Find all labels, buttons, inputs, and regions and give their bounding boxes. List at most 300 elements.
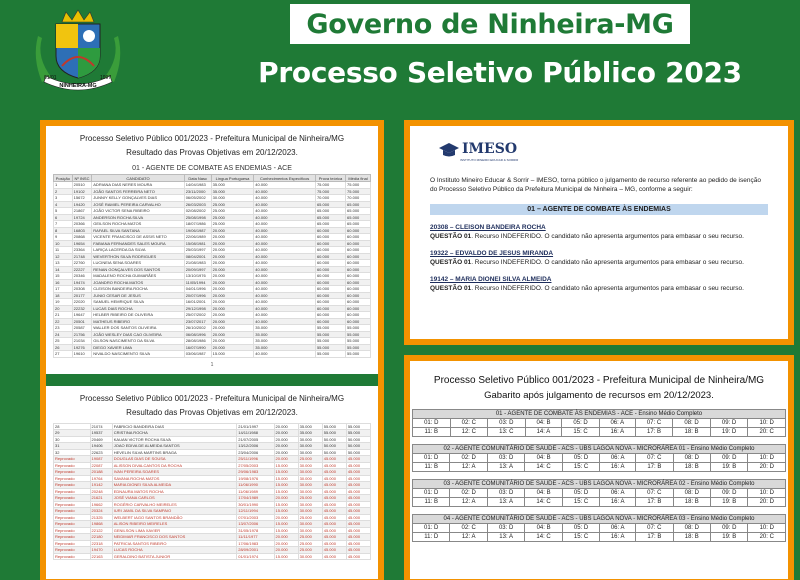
table-cell: 40.000 xyxy=(254,292,316,299)
table-cell: 14/04/1983 xyxy=(184,182,211,189)
table-row xyxy=(54,260,371,267)
table-cell: 60.000 xyxy=(346,253,371,260)
answer-cell: 02: D xyxy=(450,489,487,498)
table-cell: 15.000 xyxy=(274,521,298,528)
table-cell: 15.000 xyxy=(274,482,298,489)
table-cell: 07/01/2003 xyxy=(237,514,274,521)
column-header: Nº INSC xyxy=(72,175,92,182)
table-cell: 55.000 xyxy=(315,344,345,351)
table-cell: MARIA DIONEI SILVA ALMEIDA xyxy=(112,482,236,489)
table-cell: MATHEUS RIBEIRO xyxy=(92,318,184,325)
table-row xyxy=(54,201,371,208)
answer-cell: 04: B xyxy=(525,419,562,428)
table-cell: 60.000 xyxy=(315,247,345,254)
table-cell: 15/08/1981 xyxy=(184,240,211,247)
answer-cell: 04: B xyxy=(525,454,562,463)
page-divider xyxy=(40,374,384,386)
table-cell: 60.000 xyxy=(346,299,371,306)
table-cell: 15672 xyxy=(72,195,92,202)
table-cell: 40.000 xyxy=(254,318,316,325)
candidate-name: 19322 – EDVALDO DE JESUS MIRANDA xyxy=(430,250,554,257)
appeal-judgment-panel xyxy=(404,120,794,345)
table-cell: 40.000 xyxy=(254,260,316,267)
table-cell: 70.000 xyxy=(346,195,371,202)
table-row xyxy=(54,234,371,241)
table-row xyxy=(54,214,371,221)
table-cell: Reprovado xyxy=(54,501,91,508)
table-cell: 60.000 xyxy=(315,305,345,312)
table-cell: 23/11/2000 xyxy=(184,188,211,195)
table-cell: 20587 xyxy=(72,325,92,332)
answer-cell: 01: D xyxy=(413,419,451,428)
answer-key-table xyxy=(412,479,786,507)
table-cell: 20.000 xyxy=(211,273,254,280)
table-cell: 45.000 xyxy=(346,482,370,489)
table-cell: JOÃO WESLEY DIAS CAO OLIVEIRA xyxy=(92,331,184,338)
question-label: QUESTÃO 01 xyxy=(430,233,472,240)
table-cell: 30.000 xyxy=(298,462,322,469)
table-cell: 20.000 xyxy=(274,456,298,463)
table-cell: 45.000 xyxy=(346,521,370,528)
table-cell: 65.000 xyxy=(315,221,345,228)
table-cell: DIEGO XAVIER LIMA xyxy=(92,344,184,351)
answer-cell: 11: D xyxy=(413,533,450,542)
table-cell: 19142 xyxy=(90,482,112,489)
table-cell: GILSON NASCIMENTO DA SILVA xyxy=(92,338,184,345)
answer-cell: 17: B xyxy=(636,498,673,507)
table-cell: CLEISON BANDEIRA ROCHA xyxy=(92,286,184,293)
table-cell: 20.000 xyxy=(211,279,254,286)
table-cell: 60.000 xyxy=(315,273,345,280)
answer-row xyxy=(413,419,786,428)
table-cell: 13/12/2006 xyxy=(237,443,274,450)
table-cell: 45.000 xyxy=(346,495,370,502)
table-cell: 06/05/2002 xyxy=(184,195,211,202)
table-cell: 25.000 xyxy=(298,547,322,554)
table-cell: 5 xyxy=(54,208,73,215)
table-cell: 20.000 xyxy=(274,449,298,456)
answer-cell: 03: D xyxy=(487,489,524,498)
table-cell: 45.000 xyxy=(322,553,346,560)
table-cell: 25 xyxy=(54,338,73,345)
answer-cell: 19: B xyxy=(711,463,748,472)
section-heading: 01 – AGENTE DE COMBATE ÀS ENDEMIAS xyxy=(430,204,768,215)
table-cell: 20.000 xyxy=(274,436,298,443)
answer-cell: 11: B xyxy=(413,428,451,437)
answer-cell: 01: D xyxy=(413,489,450,498)
answer-cell: 10: D xyxy=(748,454,786,463)
table-cell: 31/05/1978 xyxy=(237,527,274,534)
table-cell: 55.000 xyxy=(346,338,371,345)
table-cell: Reprovado xyxy=(54,534,91,541)
table-cell: 29/12/1998 xyxy=(184,305,211,312)
answer-cell: 06: A xyxy=(600,524,636,533)
table-cell: 75.000 xyxy=(315,188,345,195)
table-cell: 19276 xyxy=(72,344,92,351)
table-cell: 30.000 xyxy=(298,527,322,534)
table-row xyxy=(54,182,371,189)
table-row xyxy=(54,279,371,286)
table-cell: 15.000 xyxy=(274,527,298,534)
question-label: QUESTÃO 01 xyxy=(430,259,472,266)
answer-cell: 09: D xyxy=(711,454,748,463)
table-cell: LUCINEIA SENA SOARES xyxy=(92,260,184,267)
table-cell: 20.000 xyxy=(211,253,254,260)
answer-cell: 15: C xyxy=(562,498,599,507)
table-cell: 20.000 xyxy=(211,325,254,332)
table-cell: 20469 xyxy=(90,436,112,443)
table-cell: 21/07/2005 xyxy=(237,436,274,443)
answer-key-table-title: 01 - AGENTE DE COMBATE ÀS ENDEMIAS - ACE - Ensino Médio Completo xyxy=(413,410,786,419)
table-cell: 50.000 xyxy=(346,449,370,456)
answer-cell: 17: B xyxy=(636,463,673,472)
answer-cell: 10: D xyxy=(748,489,786,498)
appeal-entry xyxy=(430,223,768,241)
column-header: Data Nasc xyxy=(184,175,211,182)
table-cell: 45.000 xyxy=(322,521,346,528)
table-cell: 65.000 xyxy=(346,214,371,221)
table-cell: FABIANA FERNANDES SALES MOURA xyxy=(92,240,184,247)
answer-cell: 09: D xyxy=(711,489,748,498)
table-cell: 21/08/1983 xyxy=(184,260,211,267)
table-cell: 20188 xyxy=(90,469,112,476)
table-cell: 45.000 xyxy=(322,462,346,469)
table-cell: 30.000 xyxy=(298,436,322,443)
answer-cell: 13: A xyxy=(487,533,524,542)
table-cell: 60.000 xyxy=(315,318,345,325)
answer-cell: 07: C xyxy=(636,489,673,498)
table-cell: 30/01/1990 xyxy=(237,501,274,508)
appeal-entry xyxy=(430,275,768,293)
table-cell: 17 xyxy=(54,286,73,293)
table-cell: 19654 xyxy=(72,240,92,247)
table-cell: 60.000 xyxy=(346,279,371,286)
table-cell: 04/01/1996 xyxy=(184,286,211,293)
table-cell: 8 xyxy=(54,227,73,234)
table-cell: 75.000 xyxy=(346,182,371,189)
table-cell: 20.000 xyxy=(211,318,254,325)
table-cell: 19537 xyxy=(90,430,112,437)
table-cell: 60.000 xyxy=(346,273,371,280)
table-cell: 40.000 xyxy=(254,182,316,189)
table-cell: Reprovado xyxy=(54,508,91,515)
table-cell: 16/07/1990 xyxy=(184,344,211,351)
table-cell: 60.000 xyxy=(315,279,345,286)
answer-row xyxy=(413,428,786,437)
table-cell: 50.000 xyxy=(346,436,370,443)
table-cell: 20.000 xyxy=(211,331,254,338)
table-cell: 30.000 xyxy=(298,488,322,495)
table-cell: 22122 xyxy=(90,527,112,534)
table-row xyxy=(54,325,371,332)
table-cell: 50.000 xyxy=(322,436,346,443)
answer-row xyxy=(413,498,786,507)
table-cell: SAVANA ROCHA MATOS xyxy=(112,475,236,482)
table-cell: 40.000 xyxy=(254,201,316,208)
table-cell: NIVALDO NASCIMENTO SILVA xyxy=(92,351,184,358)
table-cell: LUCAS ROCHA xyxy=(112,547,236,554)
table-cell: 03/06/1987 xyxy=(184,351,211,358)
table-cell: Reprovado xyxy=(54,469,91,476)
column-header: Língua Portuguesa xyxy=(211,175,254,182)
table-cell: 40.000 xyxy=(254,221,316,228)
answer-cell: 17: B xyxy=(636,533,673,542)
answer-key-table-title: 02 - AGENTE COMUNITÁRIO DE SAUDE - ACS - UBS LAGOA NOVA - MICRORÁREA 01 - Ensino Médio Completo xyxy=(413,445,786,454)
table-cell: IURI JAMIL DA SILVA SAMPAIO xyxy=(112,508,236,515)
table-cell: 20324 xyxy=(90,508,112,515)
table-cell: Reprovado xyxy=(54,456,91,463)
table-cell: Reprovado xyxy=(54,475,91,482)
table-row xyxy=(54,286,371,293)
table-cell: 65.000 xyxy=(315,214,345,221)
svg-text:01/01: 01/01 xyxy=(44,75,57,81)
table-cell: ANDERSON ROCHA SILVA xyxy=(92,214,184,221)
table-cell: 26/03/2003 xyxy=(184,201,211,208)
table-cell: 16803 xyxy=(72,227,92,234)
table-cell: 20.000 xyxy=(274,443,298,450)
table-cell: 27/05/2003 xyxy=(237,462,274,469)
table-cell: 45.000 xyxy=(346,488,370,495)
table-cell: 20868 xyxy=(72,234,92,241)
table-cell: 15.000 xyxy=(274,475,298,482)
table-cell: 40.000 xyxy=(254,208,316,215)
table-cell: 30.000 xyxy=(298,443,322,450)
table-cell: 55.000 xyxy=(322,423,346,430)
table-cell: 20.000 xyxy=(211,338,254,345)
table-cell: 24 xyxy=(54,331,73,338)
question-label: QUESTÃO 01 xyxy=(430,285,472,292)
table-cell: 22760 xyxy=(72,260,92,267)
table-cell: 29 xyxy=(54,430,91,437)
table-cell: 28 xyxy=(54,423,91,430)
table-cell: 19 xyxy=(54,299,73,306)
table-cell: 30.000 xyxy=(298,521,322,528)
answer-key-panel xyxy=(404,355,794,580)
table-cell: 40.000 xyxy=(254,188,316,195)
table-row xyxy=(54,292,371,299)
table-row xyxy=(54,253,371,260)
table-cell: JOÃO VICTOR SENA RIBEIRO xyxy=(92,208,184,215)
column-header: Posição xyxy=(54,175,73,182)
table-row xyxy=(54,344,371,351)
table-cell: 45.000 xyxy=(322,540,346,547)
table-cell: 2 xyxy=(54,188,73,195)
answer-key-subheading: Gabarito após julgamento de recursos em 20/12/2023. xyxy=(484,390,714,401)
answer-cell: 14: C xyxy=(525,498,562,507)
table-cell: 21867 xyxy=(72,208,92,215)
answer-key-table xyxy=(412,444,786,472)
table-cell: 35.000 xyxy=(254,338,316,345)
table-cell: 21074 xyxy=(90,423,112,430)
table-cell: 13/07/2006 xyxy=(237,521,274,528)
table-cell: 60.000 xyxy=(346,266,371,273)
answer-cell: 13: A xyxy=(487,463,524,472)
page-number: 1 xyxy=(210,361,214,368)
table-cell: 20 xyxy=(54,305,73,312)
answer-cell: 14: A xyxy=(525,428,562,437)
table-cell: 55.000 xyxy=(346,423,370,430)
table-cell: Reprovado xyxy=(54,527,91,534)
table-cell: 40.000 xyxy=(254,195,316,202)
answer-cell: 02: D xyxy=(450,454,487,463)
table-cell: JUNNIY KELLY GONÇALVES DIAS xyxy=(92,195,184,202)
table-cell: 45.000 xyxy=(346,514,370,521)
candidate-name: 19142 – MARIA DIONEI SILVA ALMEIDA xyxy=(430,276,552,283)
answer-key-table xyxy=(412,409,786,437)
answer-cell: 12: C xyxy=(450,428,488,437)
table-cell: 18/07/1986 xyxy=(184,221,211,228)
table-cell: 55.000 xyxy=(346,325,371,332)
answer-cell: 18: B xyxy=(673,533,710,542)
table-cell: 19/06/1987 xyxy=(184,227,211,234)
table-cell: 30.000 xyxy=(298,508,322,515)
answer-cell: 09: D xyxy=(711,524,748,533)
table-cell: 45.000 xyxy=(322,514,346,521)
table-cell: 16/01/2001 xyxy=(184,299,211,306)
table-cell: 40.000 xyxy=(254,286,316,293)
table-cell: 15 xyxy=(54,273,73,280)
answer-cell: 15: C xyxy=(562,428,600,437)
answer-cell: 13: A xyxy=(487,498,524,507)
table-cell: 21756 xyxy=(72,331,92,338)
table-cell: GEILSON ROCHA MATOS xyxy=(92,221,184,228)
table-cell: 40.000 xyxy=(254,253,316,260)
table-cell: 45.000 xyxy=(346,456,370,463)
table-cell: 08/04/2001 xyxy=(184,253,211,260)
table-row xyxy=(54,553,371,560)
table-cell: 30.000 xyxy=(298,469,322,476)
table-cell: 45.000 xyxy=(322,469,346,476)
answer-cell: 01: D xyxy=(413,454,450,463)
table-cell: 12/11/1994 xyxy=(237,508,274,515)
table-cell: 40.000 xyxy=(254,266,316,273)
table-cell: 60.000 xyxy=(346,286,371,293)
table-cell: JOAO EDIVA DE ALMEIDA SANTOS xyxy=(112,443,236,450)
table-row xyxy=(54,188,371,195)
table-cell: 60.000 xyxy=(315,312,345,319)
table-row xyxy=(54,247,371,254)
table-cell: 28/09/2001 xyxy=(237,547,274,554)
table-cell: 45.000 xyxy=(346,462,370,469)
table-cell: IVAN PEREIRA SOARES xyxy=(112,469,236,476)
table-cell: 35.000 xyxy=(254,344,316,351)
table-cell: 22087 xyxy=(90,462,112,469)
table-cell: SAMUEL HEMRIQUE SILVA xyxy=(92,299,184,306)
answer-cell: 03: D xyxy=(488,419,526,428)
graduation-cap-icon xyxy=(438,142,460,160)
table-cell: 55.000 xyxy=(346,430,370,437)
table-cell: 20.000 xyxy=(211,227,254,234)
answer-cell: 13: C xyxy=(488,428,526,437)
answer-row xyxy=(413,463,786,472)
table-cell: 25.000 xyxy=(211,214,254,221)
answer-cell: 19: B xyxy=(711,498,748,507)
table-row xyxy=(54,305,371,312)
table-cell: 32 xyxy=(54,449,91,456)
answer-cell: 08: D xyxy=(673,454,710,463)
answer-cell: 06: A xyxy=(599,419,635,428)
answer-key-table-title: 03 - AGENTE COMUNITÁRIO DE SAUDE - ACS - UBS LAGOA NOVA - MICRORÁREA 02 - Ensino Médio Completo xyxy=(413,480,786,489)
table-cell: 45.000 xyxy=(346,469,370,476)
answer-key-heading: Processo Seletivo Público 001/2023 - Prefeitura Municipal de Ninheira/MG xyxy=(433,375,765,386)
table-cell: 14 xyxy=(54,266,73,273)
table-cell: 19087 xyxy=(90,456,112,463)
table-cell: 45.000 xyxy=(322,482,346,489)
table-cell: Reprovado xyxy=(54,521,91,528)
table-cell: 35.000 xyxy=(211,188,254,195)
table-cell: 20/09/1997 xyxy=(184,266,211,273)
table-cell: 20.000 xyxy=(274,547,298,554)
answer-cell: 04: B xyxy=(525,524,562,533)
table-cell: 60.000 xyxy=(315,286,345,293)
table-cell: 15.000 xyxy=(274,501,298,508)
answer-cell: 15: C xyxy=(562,463,599,472)
table-cell: VICENTE FRANCISCO DE ASSIS NETO xyxy=(92,234,184,241)
table-cell: 35.000 xyxy=(254,331,316,338)
answer-cell: 18: B xyxy=(673,428,711,437)
table-cell: 45.000 xyxy=(322,534,346,541)
table-cell: 15.000 xyxy=(274,469,298,476)
table-cell: 15.000 xyxy=(211,351,254,358)
answer-cell: 08: D xyxy=(673,419,711,428)
table-cell: 45.000 xyxy=(322,527,346,534)
table-cell: 60.000 xyxy=(346,240,371,247)
column-header: Prova teórica xyxy=(315,175,345,182)
table-cell: WEVERTHON SILVA RODRIGUES xyxy=(92,253,184,260)
table-row xyxy=(54,338,371,345)
table-cell: 55.000 xyxy=(346,351,371,358)
table-cell: 06/08/1996 xyxy=(184,331,211,338)
answer-cell: 16: A xyxy=(600,498,636,507)
table-cell: 6 xyxy=(54,214,73,221)
table-cell: 20.000 xyxy=(274,423,298,430)
table-cell: 45.000 xyxy=(322,547,346,554)
table-cell: JOSÉ VIANA CARLOS xyxy=(112,495,236,502)
table-cell: 21748 xyxy=(72,253,92,260)
table-cell: 20.000 xyxy=(211,292,254,299)
decision-text: . Recurso INDEFERIDO. O candidato não apresenta argumentos para embasar o seu recurso. xyxy=(471,233,744,240)
table-cell: 13 xyxy=(54,260,73,267)
table-row xyxy=(54,240,371,247)
table-cell: 30.000 xyxy=(298,501,322,508)
table-cell: 20366 xyxy=(72,221,92,228)
results-document-panel xyxy=(40,120,384,580)
answer-key-table-title: 04 - AGENTE COMUNITÁRIO DE SAUDE - ACS - UBS LAGOA NOVA - MICRORÁREA 03 - Ensino Médio Completo xyxy=(413,515,786,524)
table-cell: 31 xyxy=(54,443,91,450)
table-cell: 19406 xyxy=(90,443,112,450)
table-cell: 20.000 xyxy=(211,260,254,267)
table-cell: 45.000 xyxy=(322,495,346,502)
answer-cell: 01: D xyxy=(413,524,450,533)
table-cell: 40.000 xyxy=(254,299,316,306)
table-cell: 60.000 xyxy=(346,247,371,254)
table-cell: ADRIANA DIAS NERES MOURA xyxy=(92,182,184,189)
table-cell: 13/10/1976 xyxy=(184,273,211,280)
table-cell: 20.000 xyxy=(211,305,254,312)
table-cell: 40.000 xyxy=(254,240,316,247)
table-cell: 60.000 xyxy=(315,253,345,260)
table-cell: 30 xyxy=(54,436,91,443)
table-cell: 20248 xyxy=(90,488,112,495)
table-cell: 7 xyxy=(54,221,73,228)
table-cell: 40.000 xyxy=(254,234,316,241)
answer-cell: 16: A xyxy=(600,463,636,472)
table-cell: 17/06/1983 xyxy=(237,540,274,547)
table-cell: 45.000 xyxy=(346,534,370,541)
imeso-logo xyxy=(438,140,788,162)
table-cell: FABRICIO BANDEIRA DIAS xyxy=(112,423,236,430)
table-cell: 16 xyxy=(54,279,73,286)
